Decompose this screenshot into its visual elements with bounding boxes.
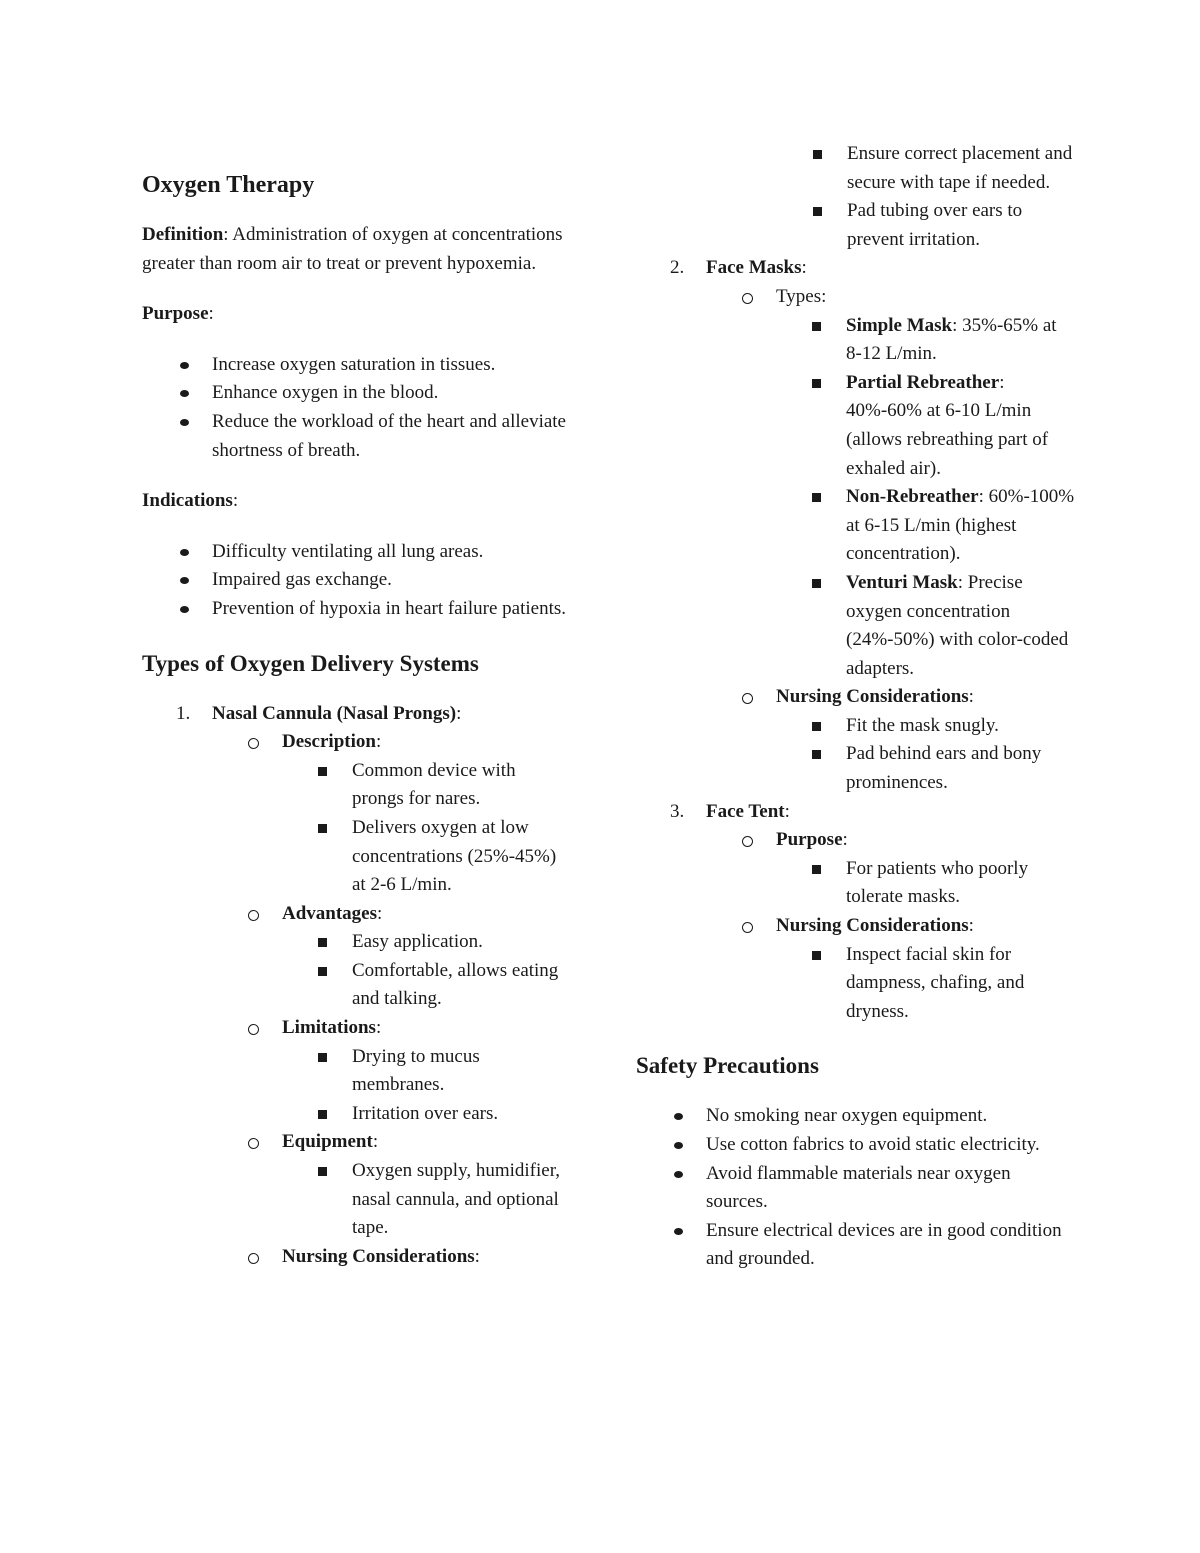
colon: :	[375, 731, 382, 753]
sub-sublist	[282, 1043, 572, 1129]
purpose-colon: :	[208, 303, 214, 325]
sub-item	[706, 683, 1076, 797]
list-item	[142, 595, 572, 624]
advantages-label: Advantages	[282, 902, 378, 924]
list-item-text: Common device with prongs for nares.	[352, 759, 516, 810]
list-item	[636, 140, 1076, 197]
colon: :	[456, 702, 462, 724]
safety-list	[636, 1102, 1076, 1274]
description-label: Description	[282, 731, 376, 753]
list-item-text: Pad behind ears and bony prominences.	[846, 743, 1042, 794]
face-masks-label: Face Masks	[706, 257, 802, 279]
purpose-label: Purpose	[776, 829, 843, 851]
list-item-text: Prevention of hypoxia in heart failure patients.	[212, 597, 567, 619]
bullet-icon	[674, 1171, 683, 1178]
square-bullet-icon	[812, 379, 821, 388]
colon: :	[801, 257, 807, 279]
nursing-considerations-label: Nursing Considerations	[282, 1245, 475, 1267]
mask-type-name: Venturi Mask	[846, 571, 958, 593]
list-item	[776, 740, 1076, 797]
sub-item	[706, 912, 1076, 1026]
list-item-text: Ensure electrical devices are in good condition and grounded.	[706, 1219, 1062, 1270]
face-tent-item	[636, 798, 1076, 1027]
square-bullet-icon	[318, 824, 327, 833]
list-item	[636, 1217, 1076, 1274]
mask-types-list	[776, 312, 1076, 684]
limitations-label: Limitations	[282, 1017, 376, 1039]
circle-bullet-icon	[248, 1253, 259, 1264]
circle-bullet-icon	[742, 922, 753, 933]
tent-sublist	[706, 826, 1076, 1026]
purpose-heading	[142, 300, 572, 329]
list-item-text: Enhance oxygen in the blood.	[212, 382, 439, 404]
list-item-text: Reduce the workload of the heart and alleviate shortness of breath.	[212, 410, 566, 461]
list-number: 1.	[176, 702, 191, 724]
sub-item	[212, 1243, 572, 1272]
list-item-text: Difficulty ventilating all lung areas.	[212, 540, 484, 562]
list-item	[142, 379, 572, 408]
colon: :	[372, 1131, 379, 1153]
purpose-list	[142, 351, 572, 465]
delivery-list	[142, 700, 572, 1272]
list-item-text: Inspect facial skin for dampness, chafing, and dryness.	[846, 943, 1025, 1022]
mask-type-name: Non-Rebreather	[846, 486, 979, 508]
list-item-text: Impaired gas exchange.	[212, 569, 392, 591]
left-column	[142, 169, 572, 1293]
mask-type-text: : Precise oxygen concentration (24%-50%) with color-coded adapters.	[846, 571, 1069, 679]
list-item-text: Irritation over ears.	[352, 1102, 499, 1124]
list-item	[776, 712, 1076, 741]
sub-sublist	[776, 712, 1076, 798]
indications-list	[142, 538, 572, 624]
list-item-text: Comfortable, allows eating and talking.	[352, 959, 559, 1010]
colon: :	[968, 915, 974, 937]
list-item	[776, 941, 1076, 1027]
purpose-label: Purpose	[142, 303, 209, 325]
list-item-text: Avoid flammable materials near oxygen sources.	[706, 1162, 1011, 1213]
square-bullet-icon	[812, 579, 821, 588]
definition-text: : Administration of oxygen at concentrations greater than room air to treat or prevent hypoxemia.	[142, 224, 563, 274]
list-item	[776, 369, 1076, 483]
sub-item	[212, 728, 572, 900]
bullet-icon	[180, 606, 189, 613]
safety-heading: Safety Precautions	[636, 1053, 819, 1079]
colon: :	[375, 1017, 382, 1039]
nasal-cannula-label: Nasal Cannula (Nasal Prongs)	[212, 702, 457, 724]
square-bullet-icon	[812, 322, 821, 331]
mask-type-text: : 35%-65% at 8-12 L/min.	[846, 314, 1057, 365]
circle-bullet-icon	[248, 1024, 259, 1035]
nasal-sublist	[212, 728, 572, 1271]
circle-bullet-icon	[248, 738, 259, 749]
list-item	[282, 1157, 572, 1243]
masks-sublist	[706, 283, 1076, 798]
square-bullet-icon	[318, 938, 327, 947]
right-column	[636, 140, 1076, 1274]
list-item	[282, 1100, 572, 1129]
bullet-icon	[674, 1142, 683, 1149]
list-item-text: Ensure correct placement and secure with tape if needed.	[847, 143, 1073, 193]
sub-item	[706, 826, 1076, 912]
list-item-text: Delivers oxygen at low concentrations (25%-45%) at 2-6 L/min.	[352, 816, 557, 896]
list-number: 2.	[670, 257, 685, 279]
bullet-icon	[180, 419, 189, 426]
mask-type-name: Partial Rebreather	[846, 371, 1000, 393]
mask-type-name: Simple Mask	[846, 314, 953, 336]
square-bullet-icon	[812, 951, 821, 960]
list-item-text: Oxygen supply, humidifier, nasal cannula, and optional tape.	[352, 1160, 561, 1239]
list-item	[142, 538, 572, 567]
indications-heading	[142, 487, 572, 516]
list-item	[776, 312, 1076, 369]
page-title: Oxygen Therapy	[142, 172, 315, 198]
list-item-text: For patients who poorly tolerate masks.	[846, 857, 1029, 908]
square-bullet-icon	[318, 967, 327, 976]
list-item-text: No smoking near oxygen equipment.	[706, 1105, 988, 1127]
delivery-list-continued	[636, 254, 1076, 1026]
colon: :	[377, 902, 383, 924]
list-item-text: Easy application.	[352, 931, 483, 953]
sub-sublist	[776, 855, 1076, 912]
mask-type-text: : 60%-100% at 6-15 L/min (highest concentration).	[846, 486, 1075, 565]
list-item	[636, 1102, 1076, 1131]
square-bullet-icon	[812, 865, 821, 874]
list-item	[282, 957, 572, 1014]
list-item-text: Increase oxygen saturation in tissues.	[212, 353, 496, 375]
list-item	[636, 1131, 1076, 1160]
list-item	[282, 928, 572, 957]
square-bullet-icon	[318, 767, 327, 776]
bullet-icon	[180, 577, 189, 584]
bullet-icon	[180, 362, 189, 369]
sub-sublist	[282, 1157, 572, 1243]
circle-bullet-icon	[742, 693, 753, 704]
list-item	[142, 351, 572, 380]
square-bullet-icon	[813, 207, 822, 216]
bullet-icon	[180, 549, 189, 556]
face-tent-label: Face Tent	[706, 800, 785, 822]
list-item	[776, 855, 1076, 912]
sub-sublist	[776, 941, 1076, 1027]
list-item	[282, 1043, 572, 1100]
mask-type-text: : 40%-60% at 6-10 L/min (allows rebreathing part of exhaled air).	[846, 371, 1049, 479]
nasal-nursing-continued	[636, 140, 1076, 254]
sub-item	[212, 1014, 572, 1128]
square-bullet-icon	[812, 750, 821, 759]
colon: :	[968, 686, 974, 708]
nasal-cannula-item	[142, 700, 572, 1272]
list-item	[776, 483, 1076, 569]
square-bullet-icon	[318, 1053, 327, 1062]
circle-bullet-icon	[742, 836, 753, 847]
bullet-icon	[674, 1113, 683, 1120]
square-bullet-icon	[812, 722, 821, 731]
indications-label: Indications	[142, 490, 233, 512]
colon: :	[842, 829, 848, 851]
sub-sublist	[282, 757, 572, 900]
list-item-text: Fit the mask snugly.	[846, 714, 999, 736]
colon: :	[784, 800, 790, 822]
square-bullet-icon	[318, 1167, 327, 1176]
list-item	[776, 569, 1076, 683]
list-item	[636, 197, 1076, 254]
sub-item	[706, 283, 1076, 683]
types-label: Types:	[776, 285, 827, 307]
list-number: 3.	[670, 800, 685, 822]
list-item	[636, 1160, 1076, 1217]
circle-bullet-icon	[742, 293, 753, 304]
equipment-label: Equipment	[282, 1131, 373, 1153]
list-item	[142, 566, 572, 595]
definition-label: Definition	[142, 224, 224, 245]
sub-item	[212, 1128, 572, 1242]
list-item-text: Pad tubing over ears to prevent irritation.	[847, 200, 1023, 250]
sub-sublist	[282, 928, 572, 1014]
delivery-heading: Types of Oxygen Delivery Systems	[142, 650, 479, 676]
list-item-text: Use cotton fabrics to avoid static electricity.	[706, 1134, 1040, 1155]
sub-item	[212, 900, 572, 1014]
face-masks-item	[636, 254, 1076, 797]
nursing-considerations-label: Nursing Considerations	[776, 686, 969, 708]
bullet-icon	[674, 1228, 683, 1235]
definition-paragraph	[142, 221, 572, 278]
list-item	[282, 814, 572, 900]
circle-bullet-icon	[248, 910, 259, 921]
square-bullet-icon	[812, 493, 821, 502]
colon: :	[474, 1245, 480, 1267]
list-item-text: Drying to mucus membranes.	[352, 1045, 480, 1096]
nursing-considerations-label: Nursing Considerations	[776, 915, 969, 937]
indications-colon: :	[232, 490, 239, 512]
square-bullet-icon	[318, 1110, 327, 1119]
list-item	[282, 757, 572, 814]
square-bullet-icon	[813, 150, 822, 159]
list-item	[142, 408, 572, 465]
bullet-icon	[180, 390, 189, 397]
circle-bullet-icon	[248, 1138, 259, 1149]
